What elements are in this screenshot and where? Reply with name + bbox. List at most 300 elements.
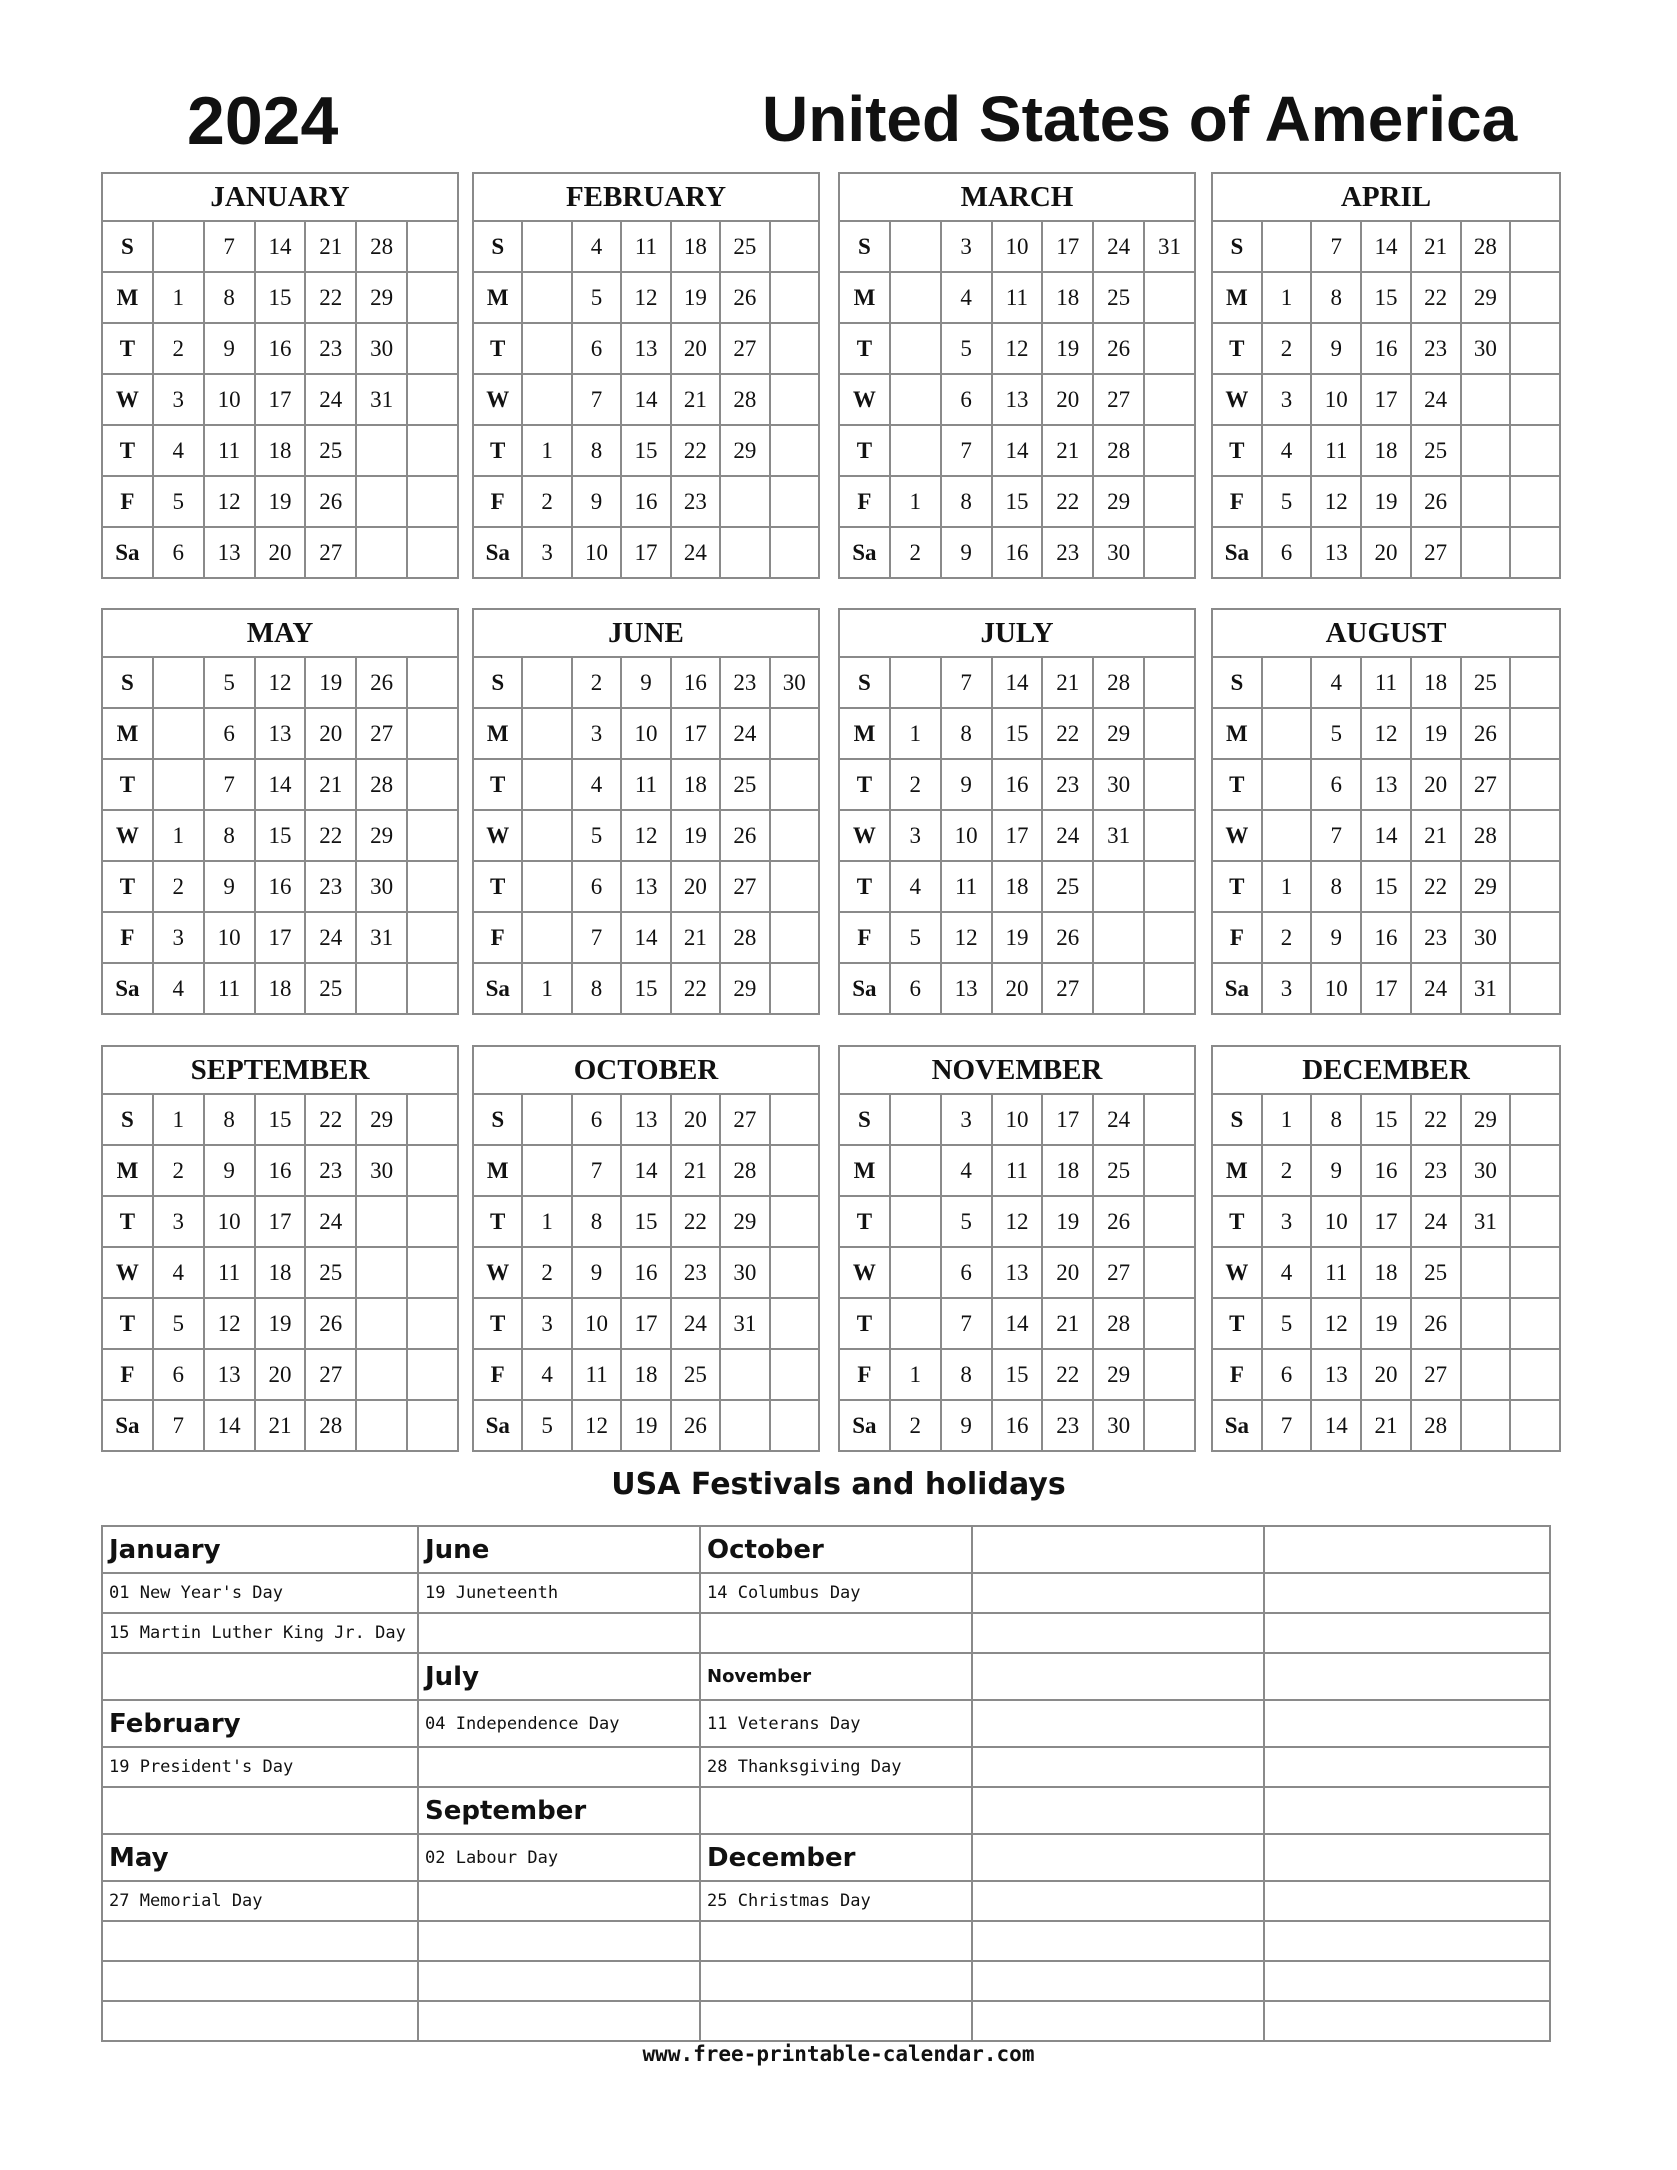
- weekday-label: M: [1212, 708, 1262, 759]
- day-cell: [770, 425, 819, 476]
- holiday-month-heading: September: [418, 1787, 700, 1834]
- day-cell: 20: [255, 527, 306, 578]
- day-cell: [890, 425, 941, 476]
- day-cell: 6: [572, 323, 621, 374]
- day-cell: 4: [1262, 425, 1312, 476]
- day-cell: 19: [1361, 1298, 1411, 1349]
- weekday-label: M: [102, 1145, 153, 1196]
- day-cell: 15: [992, 476, 1043, 527]
- weekday-label: T: [839, 425, 890, 476]
- day-cell: 24: [305, 374, 356, 425]
- day-cell: 29: [356, 272, 407, 323]
- week-row: [102, 476, 458, 527]
- day-cell: [522, 657, 571, 708]
- weekday-label: Sa: [102, 1400, 153, 1451]
- day-cell: [890, 657, 941, 708]
- holiday-row: [102, 1653, 1550, 1700]
- month-march: [838, 172, 1196, 579]
- day-cell: 18: [1042, 1145, 1093, 1196]
- month-december: [1211, 1045, 1561, 1452]
- day-cell: [356, 476, 407, 527]
- day-cell: [1144, 323, 1195, 374]
- day-cell: 31: [1093, 810, 1144, 861]
- day-cell: 8: [204, 272, 255, 323]
- month-name: DECEMBER: [1212, 1046, 1560, 1094]
- week-row: [839, 221, 1195, 272]
- day-cell: [407, 1349, 458, 1400]
- week-row: [473, 221, 819, 272]
- week-row: [102, 323, 458, 374]
- day-cell: 28: [1411, 1400, 1461, 1451]
- weekday-label: Sa: [1212, 963, 1262, 1014]
- weekday-label: T: [102, 1298, 153, 1349]
- day-cell: 29: [720, 425, 769, 476]
- week-row: [473, 1298, 819, 1349]
- day-cell: 14: [992, 425, 1043, 476]
- weekday-label: T: [102, 425, 153, 476]
- day-cell: [770, 272, 819, 323]
- day-cell: 29: [356, 810, 407, 861]
- day-cell: 16: [255, 861, 306, 912]
- weekday-label: F: [473, 1349, 522, 1400]
- day-cell: 24: [1411, 1196, 1461, 1247]
- day-cell: 24: [1042, 810, 1093, 861]
- day-cell: 20: [1042, 1247, 1093, 1298]
- holiday-row: [102, 2001, 1550, 2041]
- day-cell: [1510, 810, 1560, 861]
- day-cell: 22: [671, 1196, 720, 1247]
- weekday-label: T: [1212, 425, 1262, 476]
- day-cell: 30: [1461, 912, 1511, 963]
- day-cell: 24: [671, 527, 720, 578]
- day-cell: 25: [1411, 1247, 1461, 1298]
- day-cell: 4: [572, 759, 621, 810]
- week-row: [102, 1349, 458, 1400]
- day-cell: 7: [1311, 810, 1361, 861]
- day-cell: 13: [621, 323, 670, 374]
- day-cell: [356, 1247, 407, 1298]
- day-cell: 16: [992, 759, 1043, 810]
- day-cell: 10: [1311, 963, 1361, 1014]
- holiday-item: [972, 1921, 1264, 1961]
- day-cell: 27: [1093, 374, 1144, 425]
- month-september: [101, 1045, 459, 1452]
- day-cell: [1093, 861, 1144, 912]
- day-cell: 10: [572, 527, 621, 578]
- day-cell: 22: [1411, 861, 1461, 912]
- holiday-month-heading: [1264, 1787, 1550, 1834]
- day-cell: 11: [992, 1145, 1043, 1196]
- day-cell: 21: [305, 759, 356, 810]
- day-cell: 24: [671, 1298, 720, 1349]
- day-cell: 17: [1042, 221, 1093, 272]
- weekday-label: Sa: [473, 527, 522, 578]
- weekday-label: F: [473, 912, 522, 963]
- day-cell: 22: [305, 1094, 356, 1145]
- day-cell: 13: [1361, 759, 1411, 810]
- day-cell: [407, 1094, 458, 1145]
- day-cell: 29: [720, 1196, 769, 1247]
- day-cell: 28: [1461, 221, 1511, 272]
- day-cell: 14: [992, 657, 1043, 708]
- month-october: [472, 1045, 820, 1452]
- day-cell: [522, 1145, 571, 1196]
- day-cell: 26: [720, 810, 769, 861]
- weekday-label: F: [1212, 476, 1262, 527]
- day-cell: 12: [992, 1196, 1043, 1247]
- day-cell: 15: [992, 1349, 1043, 1400]
- day-cell: 18: [255, 425, 306, 476]
- day-cell: 27: [356, 708, 407, 759]
- day-cell: [770, 1298, 819, 1349]
- month-name: APRIL: [1212, 173, 1560, 221]
- day-cell: 2: [1262, 1145, 1312, 1196]
- week-row: [839, 527, 1195, 578]
- day-cell: 20: [992, 963, 1043, 1014]
- day-cell: 9: [941, 759, 992, 810]
- day-cell: [1144, 1094, 1195, 1145]
- day-cell: 25: [1093, 1145, 1144, 1196]
- day-cell: [1144, 1145, 1195, 1196]
- day-cell: 15: [255, 810, 306, 861]
- day-cell: [153, 221, 204, 272]
- holiday-item: 01 New Year's Day: [102, 1573, 418, 1613]
- week-row: [839, 425, 1195, 476]
- week-row: [1212, 657, 1560, 708]
- day-cell: 1: [153, 810, 204, 861]
- day-cell: 7: [941, 425, 992, 476]
- day-cell: [890, 1196, 941, 1247]
- day-cell: 17: [255, 374, 306, 425]
- week-row: [473, 1094, 819, 1145]
- day-cell: 10: [204, 912, 255, 963]
- day-cell: 8: [1311, 861, 1361, 912]
- day-cell: 8: [1311, 272, 1361, 323]
- day-cell: [407, 323, 458, 374]
- day-cell: [407, 1196, 458, 1247]
- day-cell: 18: [621, 1349, 670, 1400]
- day-cell: 29: [1461, 861, 1511, 912]
- day-cell: 2: [572, 657, 621, 708]
- holiday-item: [700, 1961, 972, 2001]
- day-cell: 1: [153, 1094, 204, 1145]
- weekday-label: T: [839, 1196, 890, 1247]
- day-cell: [407, 708, 458, 759]
- day-cell: [1510, 1247, 1560, 1298]
- month-name: OCTOBER: [473, 1046, 819, 1094]
- week-row: [839, 1298, 1195, 1349]
- holiday-item: [102, 1921, 418, 1961]
- week-row: [839, 476, 1195, 527]
- day-cell: 6: [1262, 1349, 1312, 1400]
- holiday-item: [972, 1613, 1264, 1653]
- holiday-item: [1264, 1700, 1550, 1747]
- day-cell: 5: [890, 912, 941, 963]
- holiday-month-heading: [102, 1787, 418, 1834]
- holiday-month-heading: [700, 1787, 972, 1834]
- day-cell: 25: [305, 1247, 356, 1298]
- day-cell: [407, 657, 458, 708]
- day-cell: [356, 1349, 407, 1400]
- day-cell: 18: [1361, 1247, 1411, 1298]
- day-cell: 5: [1262, 476, 1312, 527]
- day-cell: 21: [671, 1145, 720, 1196]
- week-row: [473, 323, 819, 374]
- day-cell: 8: [204, 1094, 255, 1145]
- weekday-label: S: [1212, 221, 1262, 272]
- day-cell: [1510, 861, 1560, 912]
- day-cell: 31: [1144, 221, 1195, 272]
- weekday-label: W: [839, 374, 890, 425]
- day-cell: 28: [305, 1400, 356, 1451]
- day-cell: [1510, 272, 1560, 323]
- weekday-label: T: [1212, 1196, 1262, 1247]
- day-cell: 3: [153, 374, 204, 425]
- day-cell: 10: [621, 708, 670, 759]
- day-cell: [522, 272, 571, 323]
- weekday-label: M: [1212, 1145, 1262, 1196]
- day-cell: 7: [153, 1400, 204, 1451]
- day-cell: 12: [572, 1400, 621, 1451]
- week-row: [1212, 527, 1560, 578]
- day-cell: [770, 759, 819, 810]
- day-cell: 20: [1361, 1349, 1411, 1400]
- week-row: [1212, 1145, 1560, 1196]
- day-cell: 7: [204, 221, 255, 272]
- day-cell: 31: [1461, 1196, 1511, 1247]
- day-cell: 11: [572, 1349, 621, 1400]
- year-title: 2024: [187, 83, 339, 159]
- day-cell: 17: [1361, 963, 1411, 1014]
- day-cell: 5: [572, 810, 621, 861]
- day-cell: 24: [720, 708, 769, 759]
- day-cell: 4: [890, 861, 941, 912]
- month-may: [101, 608, 459, 1015]
- week-row: [839, 1349, 1195, 1400]
- day-cell: 27: [1411, 1349, 1461, 1400]
- day-cell: [1262, 759, 1312, 810]
- holiday-month-heading: July: [418, 1653, 700, 1700]
- day-cell: 9: [1311, 912, 1361, 963]
- day-cell: 20: [671, 1094, 720, 1145]
- day-cell: 2: [153, 861, 204, 912]
- day-cell: 29: [720, 963, 769, 1014]
- day-cell: 13: [204, 527, 255, 578]
- holiday-item: [972, 1961, 1264, 2001]
- day-cell: [1144, 708, 1195, 759]
- day-cell: 21: [1361, 1400, 1411, 1451]
- day-cell: 6: [941, 1247, 992, 1298]
- day-cell: 3: [153, 912, 204, 963]
- week-row: [102, 1400, 458, 1451]
- day-cell: [1144, 1196, 1195, 1247]
- day-cell: 10: [992, 1094, 1043, 1145]
- weekday-label: T: [1212, 323, 1262, 374]
- day-cell: 9: [572, 476, 621, 527]
- weekday-label: F: [1212, 912, 1262, 963]
- weekday-label: W: [473, 810, 522, 861]
- day-cell: 9: [204, 861, 255, 912]
- day-cell: 26: [305, 1298, 356, 1349]
- week-row: [1212, 221, 1560, 272]
- day-cell: 3: [941, 221, 992, 272]
- day-cell: 13: [992, 1247, 1043, 1298]
- day-cell: 9: [204, 323, 255, 374]
- weekday-label: T: [839, 323, 890, 374]
- weekday-label: F: [839, 476, 890, 527]
- weekday-label: W: [102, 1247, 153, 1298]
- day-cell: [1144, 963, 1195, 1014]
- day-cell: [770, 861, 819, 912]
- day-cell: 16: [671, 657, 720, 708]
- week-row: [473, 861, 819, 912]
- day-cell: 7: [941, 657, 992, 708]
- day-cell: [1510, 963, 1560, 1014]
- day-cell: [770, 476, 819, 527]
- day-cell: 7: [1311, 221, 1361, 272]
- day-cell: [407, 221, 458, 272]
- week-row: [839, 1400, 1195, 1451]
- day-cell: 26: [1042, 912, 1093, 963]
- day-cell: [770, 1094, 819, 1145]
- day-cell: 25: [720, 221, 769, 272]
- day-cell: 22: [1042, 708, 1093, 759]
- day-cell: [1510, 912, 1560, 963]
- weekday-label: F: [839, 1349, 890, 1400]
- day-cell: 30: [770, 657, 819, 708]
- holiday-row: [102, 1787, 1550, 1834]
- day-cell: [890, 1247, 941, 1298]
- weekday-label: F: [1212, 1349, 1262, 1400]
- day-cell: 3: [890, 810, 941, 861]
- day-cell: 10: [1311, 374, 1361, 425]
- day-cell: 11: [941, 861, 992, 912]
- week-row: [473, 1400, 819, 1451]
- day-cell: 28: [1461, 810, 1511, 861]
- day-cell: [407, 861, 458, 912]
- day-cell: [407, 527, 458, 578]
- day-cell: 15: [1361, 272, 1411, 323]
- day-cell: 19: [1411, 708, 1461, 759]
- day-cell: 4: [1311, 657, 1361, 708]
- day-cell: 3: [572, 708, 621, 759]
- week-row: [102, 425, 458, 476]
- day-cell: 9: [941, 527, 992, 578]
- day-cell: 17: [1042, 1094, 1093, 1145]
- weekday-label: T: [102, 323, 153, 374]
- day-cell: [407, 1400, 458, 1451]
- day-cell: 22: [671, 963, 720, 1014]
- day-cell: 16: [992, 527, 1043, 578]
- holiday-item: [418, 1881, 700, 1921]
- day-cell: 3: [1262, 963, 1312, 1014]
- day-cell: 7: [572, 374, 621, 425]
- day-cell: 2: [1262, 912, 1312, 963]
- week-row: [1212, 1094, 1560, 1145]
- day-cell: 10: [992, 221, 1043, 272]
- holiday-item: [1264, 1834, 1550, 1881]
- day-cell: [407, 1247, 458, 1298]
- day-cell: 9: [621, 657, 670, 708]
- day-cell: [1510, 1196, 1560, 1247]
- day-cell: 25: [305, 963, 356, 1014]
- weekday-label: W: [839, 810, 890, 861]
- day-cell: 28: [356, 759, 407, 810]
- weekday-label: F: [102, 1349, 153, 1400]
- day-cell: 17: [255, 912, 306, 963]
- day-cell: 2: [1262, 323, 1312, 374]
- day-cell: 18: [1361, 425, 1411, 476]
- day-cell: 27: [305, 1349, 356, 1400]
- weekday-label: M: [102, 708, 153, 759]
- holiday-item: 02 Labour Day: [418, 1834, 700, 1881]
- holiday-item: [1264, 2001, 1550, 2041]
- day-cell: 13: [1311, 1349, 1361, 1400]
- day-cell: 17: [621, 1298, 670, 1349]
- week-row: [102, 810, 458, 861]
- day-cell: 29: [356, 1094, 407, 1145]
- day-cell: 27: [305, 527, 356, 578]
- day-cell: [1510, 527, 1560, 578]
- week-row: [102, 912, 458, 963]
- day-cell: 1: [522, 1196, 571, 1247]
- weekday-label: Sa: [102, 527, 153, 578]
- day-cell: 30: [1093, 527, 1144, 578]
- day-cell: [1144, 425, 1195, 476]
- week-row: [839, 810, 1195, 861]
- week-row: [473, 810, 819, 861]
- day-cell: 2: [522, 476, 571, 527]
- day-cell: 18: [1042, 272, 1093, 323]
- holiday-row: [102, 1526, 1550, 1573]
- weekday-label: M: [473, 272, 522, 323]
- day-cell: 11: [621, 759, 670, 810]
- day-cell: 24: [305, 912, 356, 963]
- day-cell: 11: [204, 1247, 255, 1298]
- day-cell: 21: [1411, 810, 1461, 861]
- weekday-label: T: [473, 1298, 522, 1349]
- footer-url[interactable]: www.free-printable-calendar.com: [642, 2042, 1035, 2066]
- weekday-label: M: [839, 1145, 890, 1196]
- day-cell: 3: [1262, 374, 1312, 425]
- day-cell: 26: [720, 272, 769, 323]
- day-cell: 18: [255, 963, 306, 1014]
- day-cell: 25: [1461, 657, 1511, 708]
- week-row: [473, 1247, 819, 1298]
- holiday-item: [1264, 1881, 1550, 1921]
- holiday-item: [418, 2001, 700, 2041]
- weekday-label: F: [102, 476, 153, 527]
- week-row: [839, 272, 1195, 323]
- month-name: FEBRUARY: [473, 173, 819, 221]
- day-cell: 29: [1461, 272, 1511, 323]
- day-cell: 1: [890, 476, 941, 527]
- day-cell: 4: [153, 963, 204, 1014]
- day-cell: 20: [305, 708, 356, 759]
- weekday-label: F: [102, 912, 153, 963]
- day-cell: 10: [204, 374, 255, 425]
- day-cell: 27: [1461, 759, 1511, 810]
- weekday-label: S: [839, 1094, 890, 1145]
- day-cell: 23: [671, 1247, 720, 1298]
- day-cell: 14: [1361, 810, 1411, 861]
- month-name: JULY: [839, 609, 1195, 657]
- holiday-row: [102, 1700, 1550, 1747]
- day-cell: 10: [941, 810, 992, 861]
- day-cell: 15: [255, 1094, 306, 1145]
- day-cell: 16: [1361, 912, 1411, 963]
- day-cell: [770, 374, 819, 425]
